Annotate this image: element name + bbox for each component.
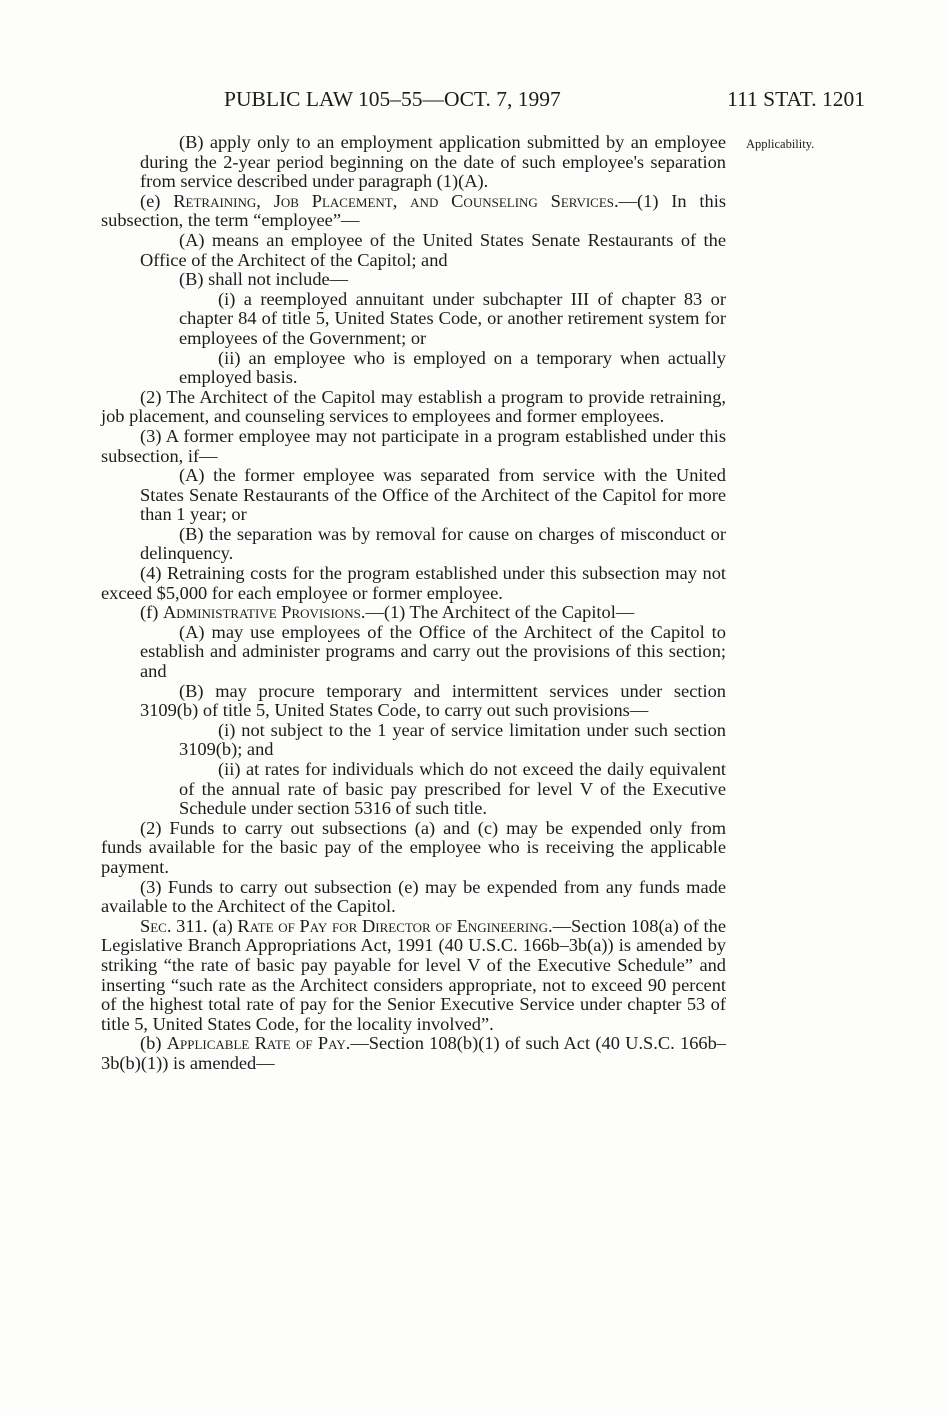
paragraph: (A) means an employee of the United States Senate Restaurants of the Office of the Architect of the Capitol; and [140,229,726,270]
section-abbrev: Sec [140,915,167,936]
section-311 [101,917,726,1035]
section-number: . 311. (a) [166,915,238,936]
statute-body [101,133,726,1074]
subsection-label: (e) [140,190,174,211]
paragraph: (B) the separation was by removal for cause on charges of misconduct or delinquency. [140,523,726,564]
paragraph: (4) Retraining costs for the program established under this subsection may not exceed $5,000 for each employee or former employee. [101,563,726,603]
subsection-text: .—Section 108(b)(1) of such Act (40 U.S.C. 166b–3b(b)(1)) is amended— [101,1033,726,1073]
paragraph: (B) shall not include— [179,269,349,290]
paragraph: (A) the former employee was separated from service with the United States Senate Restaurants of the Office of the Architect of the Capitol for more than 1 year; or [140,465,726,525]
paragraph: (2) The Architect of the Capitol may establish a program to provide retraining, job placement, and counseling services to employees and former employees. [101,386,726,427]
subsection-text: .—(1) The Architect of the Capitol— [360,602,635,623]
paragraph: (3) Funds to carry out subsection (e) may be expended from any funds made available to the Architect of the Capitol. [101,876,726,917]
subsection-label: (f) [140,602,163,623]
paragraph: (ii) at rates for individuals which do not exceed the daily equivalent of the annual rate of basic pay prescribed for level V of the Executive Schedule under section 5316 of such title. [179,759,726,819]
subsection-title: Retraining, Job Placement, and Counseling Services [173,190,615,211]
paragraph: (3) A former employee may not participate in a program established under this subsection, if— [101,425,726,466]
paragraph: (A) may use employees of the Office of the Architect of the Capitol to establish and administer programs and carry out the provisions of this section; and [140,621,726,682]
section-title: Rate of Pay for Director of Engineering [237,915,549,936]
paragraph: (B) may procure temporary and intermittent services under section 3109(b) of title 5, United States Code, to carry out such provisions— [140,680,726,721]
subsection-title: Applicable Rate of Pay [166,1033,346,1054]
paragraph: (ii) an employee who is employed on a temporary when actually employed basis. [179,347,726,388]
subsection-label: (b) [140,1033,167,1054]
subsection-heading-f [101,603,726,623]
header-stat-page: 111 STAT. 1201 [727,87,865,111]
subsection-heading-b [101,1034,726,1073]
margin-note-applicability: Applicability. [746,137,815,151]
header-law-citation: PUBLIC LAW 105–55—OCT. 7, 1997 [224,87,561,111]
running-header [224,84,865,114]
paragraph: (2) Funds to carry out subsections (a) and (c) may be expended only from funds available for the basic pay of the employee who is receiving the applicable payment. [101,817,726,877]
paragraph: (i) a reemployed annuitant under subchapter III of chapter 83 or chapter 84 of title 5, United States Code, or another retirement system for employees of the Government; or [179,288,726,348]
subsection-title: Administrative Provisions [162,602,361,623]
subsection-text: .—(1) In this subsection, the term “employee”— [101,190,726,231]
paragraph: (i) not subject to the 1 year of service limitation under such section 3109(b); and [179,719,726,760]
subsection-heading-e [101,192,726,231]
paragraph: (B) apply only to an employment application submitted by an employee during the 2-year period beginning on the date of such employee's separation from service described under paragraph (1)(A). [140,132,726,192]
section-text: .—Section 108(a) of the Legislative Branch Appropriations Act, 1991 (40 U.S.C. 166b–3b(a)) is amended by striking “the rate of basic pay payable for level V of the Executive Schedule” and inserting “such rate as the Architect considers appropriate, not to exceed 90 percent of the highest total rate of pay for the Senior Executive Service under chapter 53 of title 5, United States Code, for the locality involved”. [101,915,727,1034]
